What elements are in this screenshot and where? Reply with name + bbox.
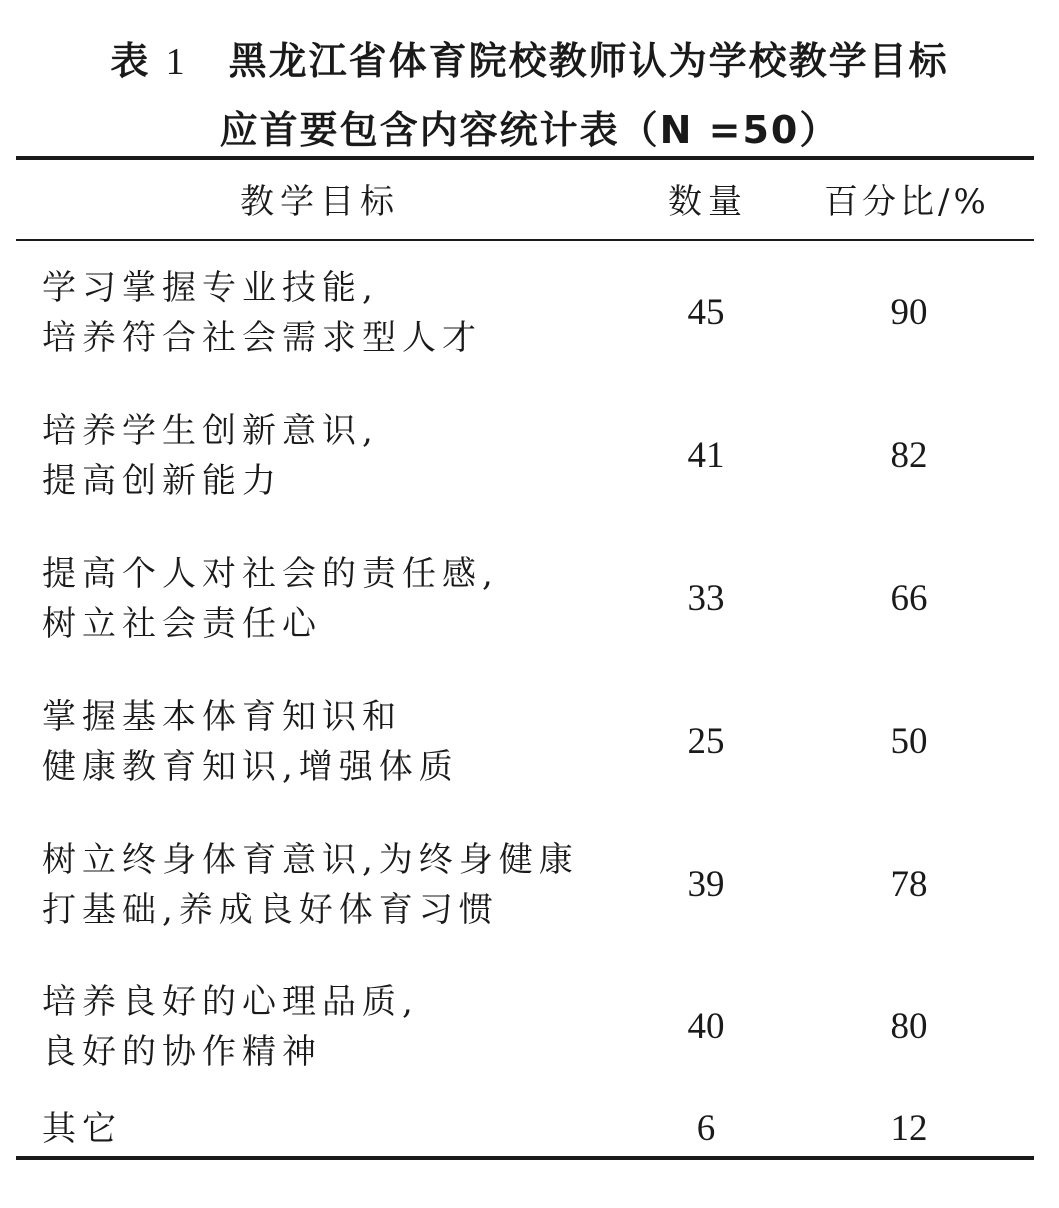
percent-cell: 82 [890,435,928,476]
goal-line: 掌握基本体育知识和 [42,697,402,737]
header-count: 数量 [668,182,748,222]
goal-line: 其它 [42,1109,122,1149]
table-row [0,692,1059,792]
goal-line: 树立社会责任心 [42,604,322,644]
count-cell: 41 [687,435,725,476]
goal-line: 培养学生创新意识, [42,411,379,451]
goal-line: 打基础,养成良好体育习惯 [42,890,499,930]
count-cell: 25 [687,721,725,762]
table-row [0,263,1059,363]
caption-prefix: 表 [110,39,151,83]
goal-line: 培养良好的心理品质, [42,982,419,1022]
goal-line: 健康教育知识,增强体质 [42,747,459,787]
table-row [0,1104,1059,1154]
goal-line: 培养符合社会需求型人才 [42,318,482,358]
count-cell: 33 [687,578,725,619]
header-goal: 教学目标 [240,182,400,222]
table-caption-line-2: 应首要包含内容统计表（N =50） [219,108,840,152]
top-rule [16,156,1034,160]
percent-cell: 80 [890,1006,928,1047]
count-cell: 6 [696,1108,716,1149]
table-row [0,835,1059,935]
caption-number: 1 [165,41,187,83]
percent-cell: 12 [890,1108,928,1149]
count-cell: 45 [687,292,725,333]
goal-cell [42,263,482,363]
goal-cell [42,692,459,792]
goal-line: 学习掌握专业技能, [42,268,379,308]
percent-cell: 50 [890,721,928,762]
percent-cell: 78 [890,864,928,905]
goal-cell [42,1104,122,1154]
count-cell: 39 [687,864,725,905]
goal-line: 提高个人对社会的责任感, [42,554,499,594]
goal-cell [42,406,379,506]
table-row [0,406,1059,506]
goal-line: 良好的协作精神 [42,1032,322,1072]
goal-cell [42,549,499,649]
header-percent: 百分比/% [824,182,990,222]
goal-line: 树立终身体育意识,为终身健康 [42,840,579,880]
table-row [0,977,1059,1077]
table-caption-line-1 [0,39,1059,83]
percent-cell: 90 [890,292,928,333]
goal-cell [42,835,579,935]
table-row [0,549,1059,649]
goal-cell [42,977,419,1077]
percent-cell: 66 [890,578,928,619]
count-cell: 40 [687,1006,725,1047]
bottom-rule [16,1156,1034,1160]
header-rule [16,239,1034,241]
caption-text-1: 黑龙江省体育院校教师认为学校教学目标 [228,39,949,83]
goal-line: 提高创新能力 [42,461,282,501]
